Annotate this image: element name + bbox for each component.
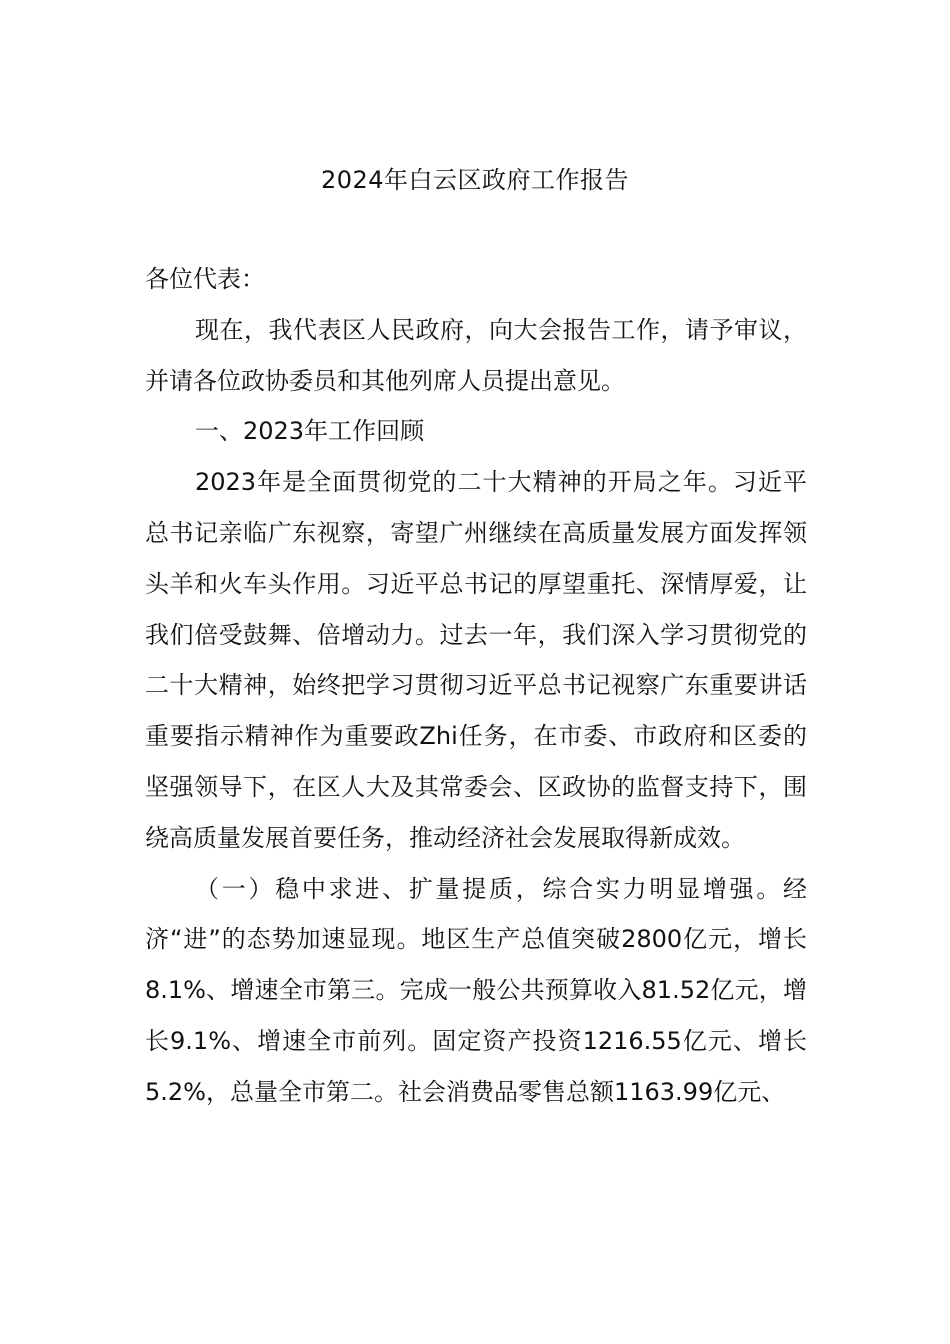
salutation: 各位代表： xyxy=(145,265,265,293)
section-heading: 一、2023年工作回顾 xyxy=(195,417,425,446)
paragraph-review: 2023年是全面贯彻党的二十大精神的开局之年。习近平总书记亲临广东视察，寄望广州继续在高质量发展方面发挥领头羊和火车头作用。习近平总书记的厚望重托、深情厚爱，让我们倍受鼓舞、倍增动力。过去一年，我们深入学习贯彻党的二十大精神，始终把学习贯彻习近平总书记视察广东重要讲话重要指示精神作为重要政Zhi任务，在市委、市政府和区委的坚强领导下，在区人大及其常委会、区政协的监督支持下，围绕高质量发展首要任务，推动经济社会发展取得新成效。 xyxy=(145,468,807,852)
document-body xyxy=(145,254,807,1118)
paragraph-intro: 现在，我代表区人民政府，向大会报告工作，请予审议，并请各位政协委员和其他列席人员提出意见。 xyxy=(145,315,807,395)
paragraph-economy: （一）稳中求进、扩量提质，综合实力明显增强。经济“进”的态势加速显现。地区生产总值突破2800亿元，增长8.1%、增速全市第三。完成一般公共预算收入81.52亿元，增长9.1%、增速全市前列。固定资产投资1216.55亿元、增长5.2%，总量全市第二。社会消费品零售总额1163.99亿元、 xyxy=(145,874,807,1106)
document-title: 2024年白云区政府工作报告 xyxy=(320,166,630,194)
